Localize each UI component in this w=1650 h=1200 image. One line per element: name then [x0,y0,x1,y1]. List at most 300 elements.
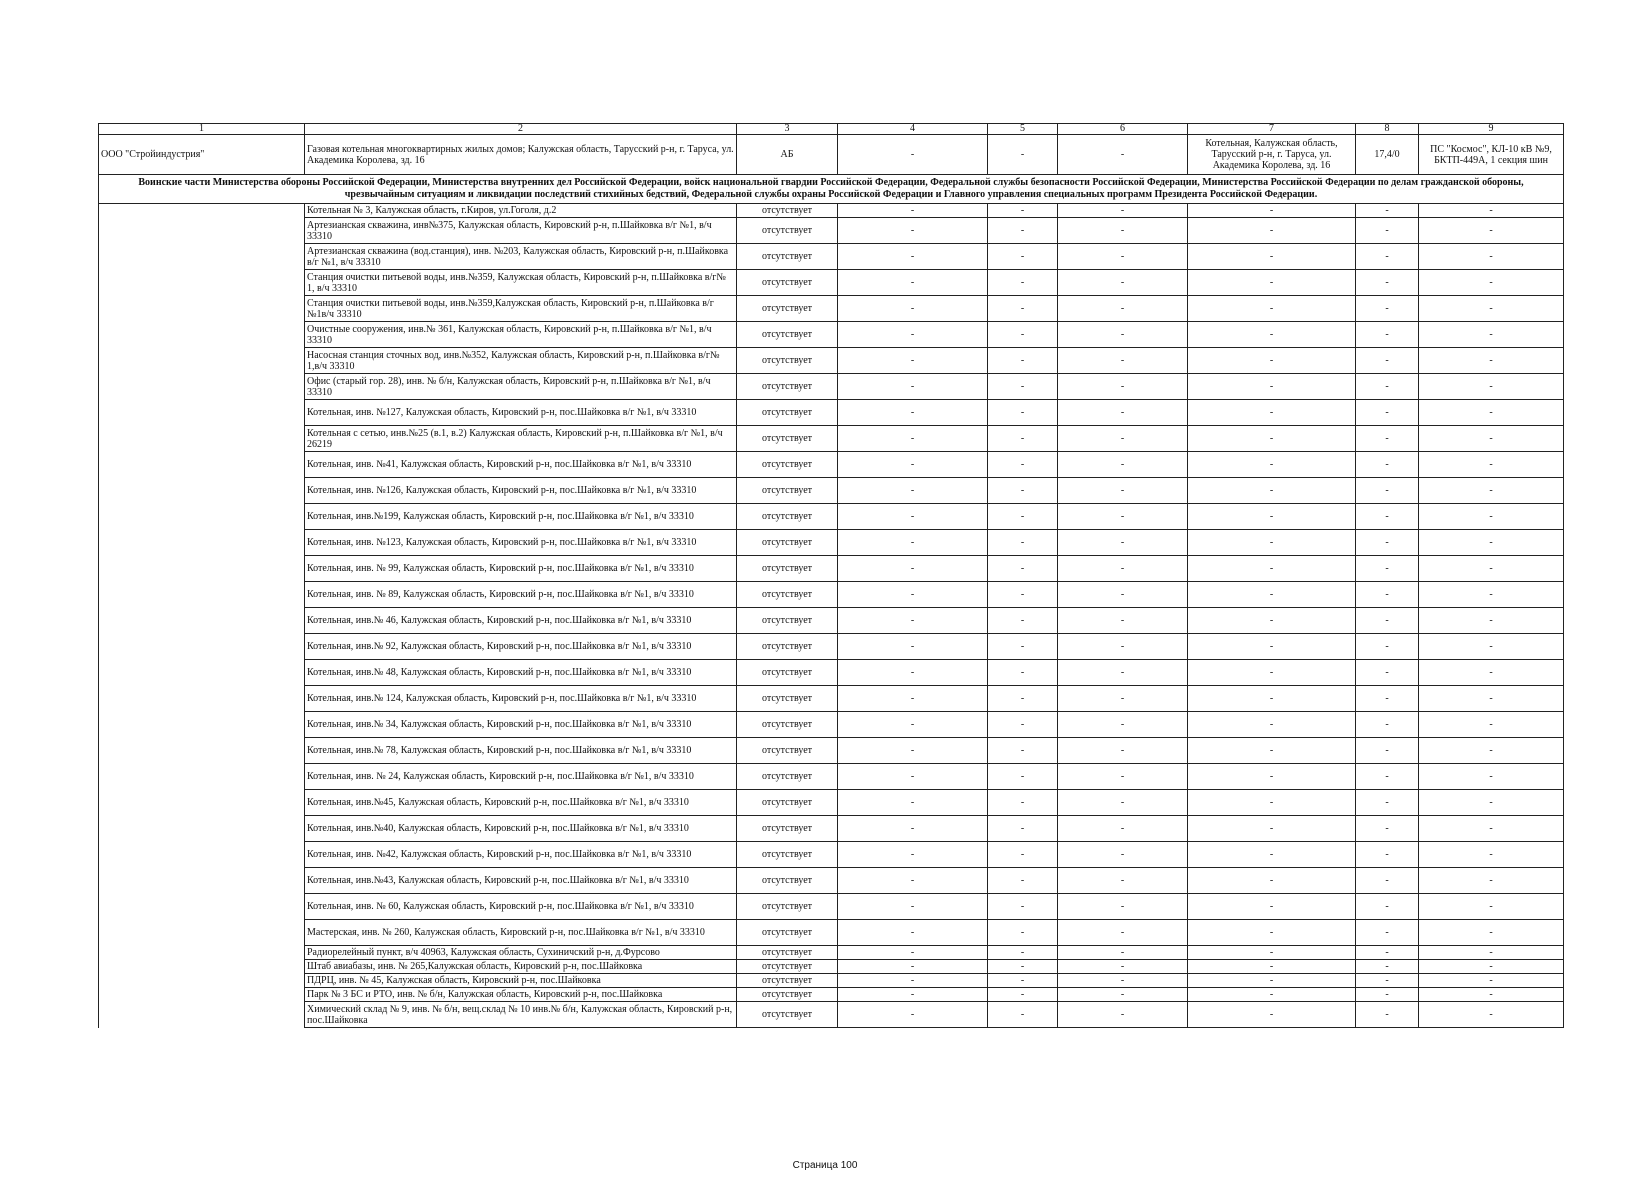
table-row [99,712,1564,738]
page-number: Страница 100 [792,1160,858,1171]
object-cell: Котельная, инв.№43, Калужская область, Кировский р-н, пос.Шайковка в/г №1, в/ч 33310 [305,868,737,894]
dash-cell: - [1188,374,1356,400]
dash-cell: - [838,244,988,270]
dash-cell: - [1188,400,1356,426]
dash-cell: - [1356,842,1419,868]
dash-cell: - [838,204,988,218]
dash-cell: - [1419,988,1564,1002]
dash-cell: - [1058,348,1188,374]
dash-cell: - [1058,556,1188,582]
dash-cell: - [1058,270,1188,296]
dash-cell: - [838,322,988,348]
table-row [99,426,1564,452]
dash-cell: - [1058,296,1188,322]
category-cell: АБ [737,135,838,175]
dash-cell: - [1356,478,1419,504]
value-cell: - [988,135,1058,175]
dash-cell: - [1058,660,1188,686]
status-cell: отсутствует [737,244,838,270]
dash-cell: - [1356,988,1419,1002]
dash-cell: - [1058,960,1188,974]
dash-cell: - [1058,712,1188,738]
dash-cell: - [1188,322,1356,348]
dash-cell: - [988,504,1058,530]
status-cell: отсутствует [737,452,838,478]
dash-cell: - [988,348,1058,374]
dash-cell: - [1419,322,1564,348]
dash-cell: - [988,738,1058,764]
dash-cell: - [1058,322,1188,348]
dash-cell: - [1419,1002,1564,1028]
dash-cell: - [838,374,988,400]
dash-cell: - [1419,400,1564,426]
dash-cell: - [1419,790,1564,816]
dash-cell: - [1419,686,1564,712]
dash-cell: - [988,426,1058,452]
status-cell: отсутствует [737,790,838,816]
status-cell: отсутствует [737,204,838,218]
dash-cell: - [988,894,1058,920]
col-number-9: 9 [1419,124,1564,135]
dash-cell: - [1188,660,1356,686]
dash-cell: - [988,842,1058,868]
dash-cell: - [1058,738,1188,764]
dash-cell: - [1058,478,1188,504]
table-row [99,582,1564,608]
table-row [99,738,1564,764]
dash-cell: - [838,608,988,634]
dash-cell: - [988,790,1058,816]
status-cell: отсутствует [737,946,838,960]
dash-cell: - [1419,504,1564,530]
dash-cell: - [1419,218,1564,244]
dash-cell: - [1188,894,1356,920]
dash-cell: - [1356,816,1419,842]
dash-cell: - [1188,270,1356,296]
table-row [99,960,1564,974]
object-cell: Котельная, инв. № 99, Калужская область, Кировский р-н, пос.Шайковка в/г №1, в/ч 33310 [305,556,737,582]
table-row [99,974,1564,988]
location-cell: Котельная, Калужская область, Тарусский р-н, г. Таруса, ул. Академика Королева, зд. 16 [1188,135,1356,175]
dash-cell: - [838,218,988,244]
dash-cell: - [988,218,1058,244]
status-cell: отсутствует [737,426,838,452]
dash-cell: - [988,946,1058,960]
dash-cell: - [1058,868,1188,894]
status-cell: отсутствует [737,920,838,946]
dash-cell: - [988,660,1058,686]
table-row [99,894,1564,920]
dash-cell: - [1356,920,1419,946]
dash-cell: - [838,764,988,790]
table-row [99,348,1564,374]
dash-cell: - [1356,270,1419,296]
table-row [99,270,1564,296]
table-row [99,790,1564,816]
dash-cell: - [1058,244,1188,270]
dash-cell: - [1058,974,1188,988]
status-cell: отсутствует [737,348,838,374]
dash-cell: - [1419,608,1564,634]
dash-cell: - [1058,764,1188,790]
object-cell: Штаб авиабазы, инв. № 265,Калужская область, Кировский р-н, пос.Шайковка [305,960,737,974]
table-row [99,452,1564,478]
dash-cell: - [1356,894,1419,920]
dash-cell: - [1058,374,1188,400]
status-cell: отсутствует [737,960,838,974]
status-cell: отсутствует [737,1002,838,1028]
table-row [99,244,1564,270]
dash-cell: - [838,270,988,296]
status-cell: отсутствует [737,868,838,894]
supply-cell: ПС "Космос", КЛ-10 кВ №9, БКТП-449А, 1 секция шин [1419,135,1564,175]
object-cell: Котельная, инв. №42, Калужская область, Кировский р-н, пос.Шайковка в/г №1, в/ч 33310 [305,842,737,868]
object-cell: Офис (старый гор. 28), инв. № б/н, Калужская область, Кировский р-н, п.Шайковка в/г №1, в/ч 33310 [305,374,737,400]
dash-cell: - [988,270,1058,296]
dash-cell: - [1188,426,1356,452]
table-row [99,504,1564,530]
status-cell: отсутствует [737,400,838,426]
dash-cell: - [838,1002,988,1028]
dash-cell: - [1188,842,1356,868]
dash-cell: - [1356,974,1419,988]
dash-cell: - [1356,452,1419,478]
dash-cell: - [1058,790,1188,816]
dash-cell: - [838,920,988,946]
dash-cell: - [988,988,1058,1002]
status-cell: отсутствует [737,634,838,660]
dash-cell: - [838,686,988,712]
dash-cell: - [1356,504,1419,530]
dash-cell: - [1356,530,1419,556]
dash-cell: - [988,816,1058,842]
object-cell: Очистные сооружения, инв.№ 361, Калужская область, Кировский р-н, п.Шайковка в/г №1, в/ч 33310 [305,322,737,348]
blank-org-cell [99,204,305,1028]
dash-cell: - [1356,686,1419,712]
table-row [99,556,1564,582]
dash-cell: - [1058,988,1188,1002]
object-cell: Котельная, инв. №123, Калужская область, Кировский р-н, пос.Шайковка в/г №1, в/ч 33310 [305,530,737,556]
dash-cell: - [838,634,988,660]
dash-cell: - [1356,322,1419,348]
object-cell: Котельная № 3, Калужская область, г.Киров, ул.Гоголя, д.2 [305,204,737,218]
dash-cell: - [1188,868,1356,894]
dash-cell: - [1188,348,1356,374]
table-row [99,634,1564,660]
dash-cell: - [838,426,988,452]
dash-cell: - [1356,660,1419,686]
col-number-3: 3 [737,124,838,135]
dash-cell: - [838,816,988,842]
dash-cell: - [1419,530,1564,556]
dash-cell: - [1188,960,1356,974]
object-cell: Мастерская, инв. № 260, Калужская область, Кировский р-н, пос.Шайковка в/г №1, в/ч 33310 [305,920,737,946]
dash-cell: - [1356,244,1419,270]
status-cell: отсутствует [737,556,838,582]
dash-cell: - [1419,920,1564,946]
dash-cell: - [1356,946,1419,960]
dash-cell: - [838,452,988,478]
dash-cell: - [988,322,1058,348]
object-cell: Котельная, инв.№45, Калужская область, Кировский р-н, пос.Шайковка в/г №1, в/ч 33310 [305,790,737,816]
object-cell: Котельная, инв.№ 34, Калужская область, Кировский р-н, пос.Шайковка в/г №1, в/ч 33310 [305,712,737,738]
dash-cell: - [1419,974,1564,988]
dash-cell: - [1419,816,1564,842]
status-cell: отсутствует [737,974,838,988]
dash-cell: - [1058,686,1188,712]
table-row [99,816,1564,842]
dash-cell: - [1188,790,1356,816]
dash-cell: - [1188,988,1356,1002]
dash-cell: - [1419,868,1564,894]
dash-cell: - [1419,960,1564,974]
status-cell: отсутствует [737,608,838,634]
dash-cell: - [1058,400,1188,426]
dash-cell: - [1188,686,1356,712]
dash-cell: - [838,738,988,764]
dash-cell: - [1419,296,1564,322]
dash-cell: - [838,790,988,816]
dash-cell: - [838,712,988,738]
dash-cell: - [838,894,988,920]
status-cell: отсутствует [737,764,838,790]
dash-cell: - [1356,296,1419,322]
dash-cell: - [1058,504,1188,530]
dash-cell: - [1058,608,1188,634]
object-cell: Артезианская скважина (вод.станция), инв. №203, Калужская область, Кировский р-н, п.Шайковка в/г №1, в/ч 33310 [305,244,737,270]
col-number-7: 7 [1188,124,1356,135]
dash-cell: - [1419,764,1564,790]
object-cell: Котельная, инв.№ 92, Калужская область, Кировский р-н, пос.Шайковка в/г №1, в/ч 33310 [305,634,737,660]
dash-cell: - [1058,426,1188,452]
object-cell: Артезианская скважина, инв№375, Калужская область, Кировский р-н, п.Шайковка в/г №1, в/ч 33310 [305,218,737,244]
dash-cell: - [838,988,988,1002]
dash-cell: - [1356,790,1419,816]
dash-cell: - [838,530,988,556]
dash-cell: - [1419,842,1564,868]
dash-cell: - [1356,400,1419,426]
dash-cell: - [1356,426,1419,452]
table-row [99,478,1564,504]
table-row [99,374,1564,400]
dash-cell: - [838,400,988,426]
dash-cell: - [1188,556,1356,582]
dash-cell: - [838,348,988,374]
dash-cell: - [988,296,1058,322]
dash-cell: - [1419,582,1564,608]
dash-cell: - [1058,218,1188,244]
object-cell: Котельная, инв.№ 46, Калужская область, Кировский р-н, пос.Шайковка в/г №1, в/ч 33310 [305,608,737,634]
dash-cell: - [1419,204,1564,218]
table-row [99,204,1564,218]
power-cell: 17,4/0 [1356,135,1419,175]
dash-cell: - [1419,556,1564,582]
dash-cell: - [1058,946,1188,960]
object-cell: Котельная, инв.№ 124, Калужская область, Кировский р-н, пос.Шайковка в/г №1, в/ч 33310 [305,686,737,712]
dash-cell: - [1188,244,1356,270]
dash-cell: - [1356,374,1419,400]
dash-cell: - [1188,504,1356,530]
object-cell: Станция очистки питьевой воды, инв.№359,Калужская область, Кировский р-н, п.Шайковка в/г №1в/ч 33310 [305,296,737,322]
dash-cell: - [1356,868,1419,894]
dash-cell: - [1188,204,1356,218]
dash-cell: - [1356,556,1419,582]
dash-cell: - [1058,582,1188,608]
dash-cell: - [1356,712,1419,738]
section-heading-row [99,175,1564,204]
status-cell: отсутствует [737,374,838,400]
dash-cell: - [838,296,988,322]
dash-cell: - [988,204,1058,218]
object-cell: Котельная, инв. №127, Калужская область, Кировский р-н, пос.Шайковка в/г №1, в/ч 33310 [305,400,737,426]
dash-cell: - [1419,244,1564,270]
objects-table [98,123,1564,1028]
value-cell: - [1058,135,1188,175]
object-cell: Радиорелейный пункт, в/ч 40963, Калужская область, Сухиничский р-н, д.Фурсово [305,946,737,960]
dash-cell: - [1419,660,1564,686]
dash-cell: - [1419,478,1564,504]
dash-cell: - [988,960,1058,974]
dash-cell: - [838,556,988,582]
table-row [99,988,1564,1002]
dash-cell: - [1419,634,1564,660]
object-cell: ПДРЦ, инв. № 45, Калужская область, Кировский р-н, пос.Шайковка [305,974,737,988]
dash-cell: - [838,504,988,530]
dash-cell: - [838,974,988,988]
dash-cell: - [988,478,1058,504]
document-sheet [98,123,1563,1028]
status-cell: отсутствует [737,296,838,322]
dash-cell: - [1356,1002,1419,1028]
col-number-8: 8 [1356,124,1419,135]
dash-cell: - [1356,738,1419,764]
status-cell: отсутствует [737,816,838,842]
dash-cell: - [1058,452,1188,478]
object-cell: Котельная, инв. №126, Калужская область, Кировский р-н, пос.Шайковка в/г №1, в/ч 33310 [305,478,737,504]
dash-cell: - [1419,348,1564,374]
col-number-4: 4 [838,124,988,135]
object-cell: Химический склад № 9, инв. № б/н, вещ.склад № 10 инв.№ б/н, Калужская область, Кировский р-н, пос.Шайковка [305,1002,737,1028]
dash-cell: - [1188,764,1356,790]
dash-cell: - [988,556,1058,582]
object-cell: Газовая котельная многоквартирных жилых домов; Калужская область, Тарусский р-н, г. Таруса, ул. Академика Королева, зд. 16 [305,135,737,175]
dash-cell: - [988,244,1058,270]
object-cell: Котельная, инв. № 60, Калужская область, Кировский р-н, пос.Шайковка в/г №1, в/ч 33310 [305,894,737,920]
status-cell: отсутствует [737,894,838,920]
table-row [99,764,1564,790]
col-number-5: 5 [988,124,1058,135]
dash-cell: - [838,960,988,974]
column-number-row [99,124,1564,135]
dash-cell: - [1419,270,1564,296]
dash-cell: - [838,946,988,960]
object-cell: Станция очистки питьевой воды, инв.№359, Калужская область, Кировский р-н, п.Шайковка в/г№ 1, в/ч 33310 [305,270,737,296]
status-cell: отсутствует [737,530,838,556]
dash-cell: - [988,582,1058,608]
dash-cell: - [838,582,988,608]
dash-cell: - [988,400,1058,426]
col-number-1: 1 [99,124,305,135]
status-cell: отсутствует [737,582,838,608]
dash-cell: - [1058,1002,1188,1028]
table-row [99,400,1564,426]
dash-cell: - [1188,712,1356,738]
table-row [99,660,1564,686]
dash-cell: - [988,374,1058,400]
dash-cell: - [1188,946,1356,960]
object-cell: Котельная, инв. № 89, Калужская область, Кировский р-н, пос.Шайковка в/г №1, в/ч 33310 [305,582,737,608]
object-cell: Котельная, инв.№40, Калужская область, Кировский р-н, пос.Шайковка в/г №1, в/ч 33310 [305,816,737,842]
dash-cell: - [1188,530,1356,556]
status-cell: отсутствует [737,738,838,764]
dash-cell: - [1419,894,1564,920]
table-row [99,322,1564,348]
dash-cell: - [838,868,988,894]
dash-cell: - [1188,582,1356,608]
status-cell: отсутствует [737,478,838,504]
table-row [99,920,1564,946]
dash-cell: - [988,686,1058,712]
dash-cell: - [1188,816,1356,842]
table-row [99,868,1564,894]
object-cell: Парк № 3 БС и РТО, инв. № б/н, Калужская область, Кировский р-н, пос.Шайковка [305,988,737,1002]
dash-cell: - [1356,204,1419,218]
value-cell: - [838,135,988,175]
dash-cell: - [1419,426,1564,452]
dash-cell: - [1356,960,1419,974]
status-cell: отсутствует [737,712,838,738]
dash-cell: - [1419,946,1564,960]
dash-cell: - [1188,920,1356,946]
dash-cell: - [1058,842,1188,868]
table-row [99,1002,1564,1028]
dash-cell: - [988,452,1058,478]
status-cell: отсутствует [737,270,838,296]
table-row [99,842,1564,868]
dash-cell: - [1419,738,1564,764]
table-row [99,530,1564,556]
dash-cell: - [1058,894,1188,920]
object-cell: Котельная с сетью, инв.№25 (в.1, в.2) Калужская область, Кировский р-н, п.Шайковка в/г №1, в/ч 26219 [305,426,737,452]
dash-cell: - [1188,452,1356,478]
dash-cell: - [988,1002,1058,1028]
dash-cell: - [1356,634,1419,660]
table-row [99,608,1564,634]
dash-cell: - [988,712,1058,738]
dash-cell: - [1188,634,1356,660]
dash-cell: - [838,660,988,686]
dash-cell: - [1356,582,1419,608]
dash-cell: - [838,842,988,868]
status-cell: отсутствует [737,686,838,712]
dash-cell: - [1188,218,1356,244]
table-row [99,296,1564,322]
dash-cell: - [988,634,1058,660]
table-row [99,218,1564,244]
dash-cell: - [1356,764,1419,790]
col-number-2: 2 [305,124,737,135]
object-cell: Котельная, инв. № 24, Калужская область, Кировский р-н, пос.Шайковка в/г №1, в/ч 33310 [305,764,737,790]
dash-cell: - [1419,374,1564,400]
status-cell: отсутствует [737,218,838,244]
table-row [99,686,1564,712]
dash-cell: - [988,764,1058,790]
status-cell: отсутствует [737,322,838,348]
dash-cell: - [1188,1002,1356,1028]
object-cell: Котельная, инв.№199, Калужская область, Кировский р-н, пос.Шайковка в/г №1, в/ч 33310 [305,504,737,530]
dash-cell: - [1356,348,1419,374]
dash-cell: - [988,920,1058,946]
